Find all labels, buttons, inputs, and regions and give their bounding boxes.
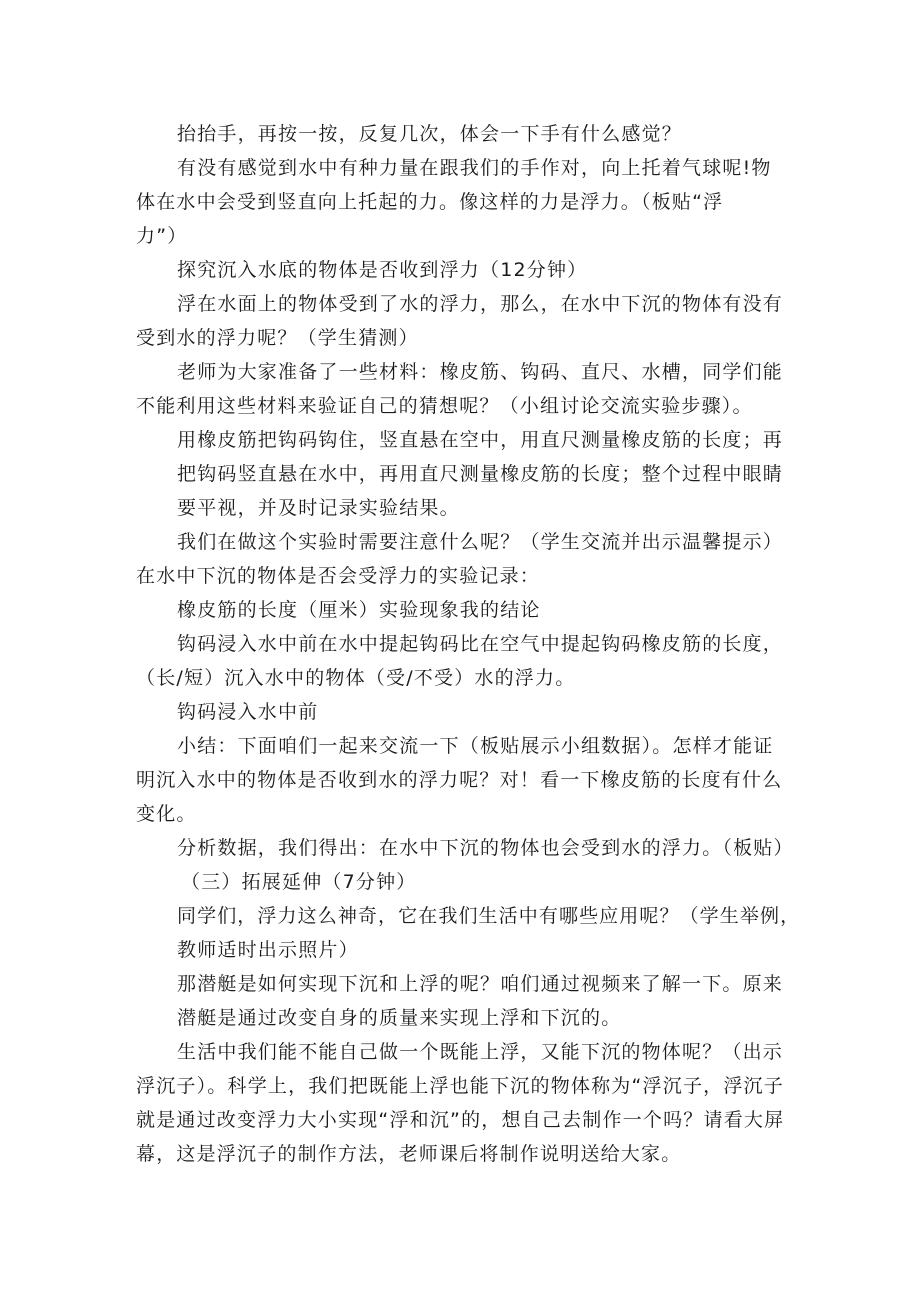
paragraph-line: 把钩码竖直悬在水中，再用直尺测量橡皮筋的长度；整个过程中眼睛	[177, 463, 784, 485]
paragraph-line: 老师为大家准备了一些材料：橡皮筋、钩码、直尺、水槽，同学们能	[177, 361, 784, 383]
paragraph-line: 不能利用这些材料来验证自己的猜想呢？（小组讨论交流实验步骤）。	[136, 395, 753, 417]
paragraph-line: 用橡皮筋把钩码钩住，竖直悬在空中，用直尺测量橡皮筋的长度；再	[177, 429, 784, 451]
paragraph-line: 生活中我们能不能自己做一个既能上浮，又能下沉的物体呢？（出示	[177, 1041, 784, 1063]
paragraph-line: 那潜艇是如何实现下沉和上浮的呢？咱们通过视频来了解一下。原来	[177, 973, 784, 995]
paragraph-line: 有没有感觉到水中有种力量在跟我们的手作对，向上托着气球呢!物	[177, 157, 772, 179]
paragraph-line: 变化。	[136, 803, 197, 825]
section-heading: （三）拓展延伸（7分钟）	[181, 871, 417, 893]
table-row-line: 钩码浸入水中前	[177, 701, 319, 723]
paragraph-line: 力”）	[136, 225, 188, 247]
paragraph-line: 我们在做这个实验时需要注意什么呢？（学生交流并出示温馨提示）	[177, 531, 784, 553]
paragraph-line: 分析数据，我们得出：在水中下沉的物体也会受到水的浮力。（板贴）	[177, 837, 794, 859]
table-row-line: （长/短）沉入水中的物体（受/不受）水的浮力。	[136, 667, 576, 689]
paragraph-line: 在水中下沉的物体是否会受浮力的实验记录：	[136, 565, 541, 587]
paragraph-line: 教师适时出示照片）	[177, 939, 359, 961]
paragraph-line: 小结：下面咱们一起来交流一下（板贴展示小组数据）。怎样才能证	[177, 735, 774, 757]
paragraph-line: 要平视，并及时记录实验结果。	[177, 497, 460, 519]
paragraph-line: 同学们，浮力这么神奇，它在我们生活中有哪些应用呢？（学生举例，	[177, 905, 801, 927]
table-header-line: 橡皮筋的长度（厘米）实验现象我的结论	[177, 599, 541, 621]
paragraph-line: 体在水中会受到竖直向上托起的力。像这样的力是浮力。（板贴“浮	[136, 191, 724, 213]
paragraph-line: 浮沉子）。科学上，我们把既能上浮也能下沉的物体称为“浮沉子，浮沉子	[136, 1075, 784, 1097]
paragraph-line: 就是通过改变浮力大小实现“浮和沉”的，想自己去制作一个吗？请看大屏	[136, 1109, 785, 1131]
paragraph-line: 明沉入水中的物体是否收到水的浮力呢？对！看一下橡皮筋的长度有什么	[136, 769, 783, 791]
paragraph-line: 幕，这是浮沉子的制作方法，老师课后将制作说明送给大家。	[136, 1143, 682, 1165]
table-row-line: 钩码浸入水中前在水中提起钩码比在空气中提起钩码橡皮筋的长度，	[177, 633, 784, 655]
paragraph-line: 潜艇是通过改变自身的质量来实现上浮和下沉的。	[177, 1007, 622, 1029]
paragraph-line: 浮在水面上的物体受到了水的浮力，那么，在水中下沉的物体有没有	[177, 293, 784, 315]
section-heading: 探究沉入水底的物体是否收到浮力（12分钟）	[177, 259, 588, 281]
paragraph-line: 抬抬手，再按一按，反复几次，体会一下手有什么感觉？	[177, 123, 683, 145]
paragraph-line: 受到水的浮力呢？（学生猜测）	[136, 327, 419, 349]
